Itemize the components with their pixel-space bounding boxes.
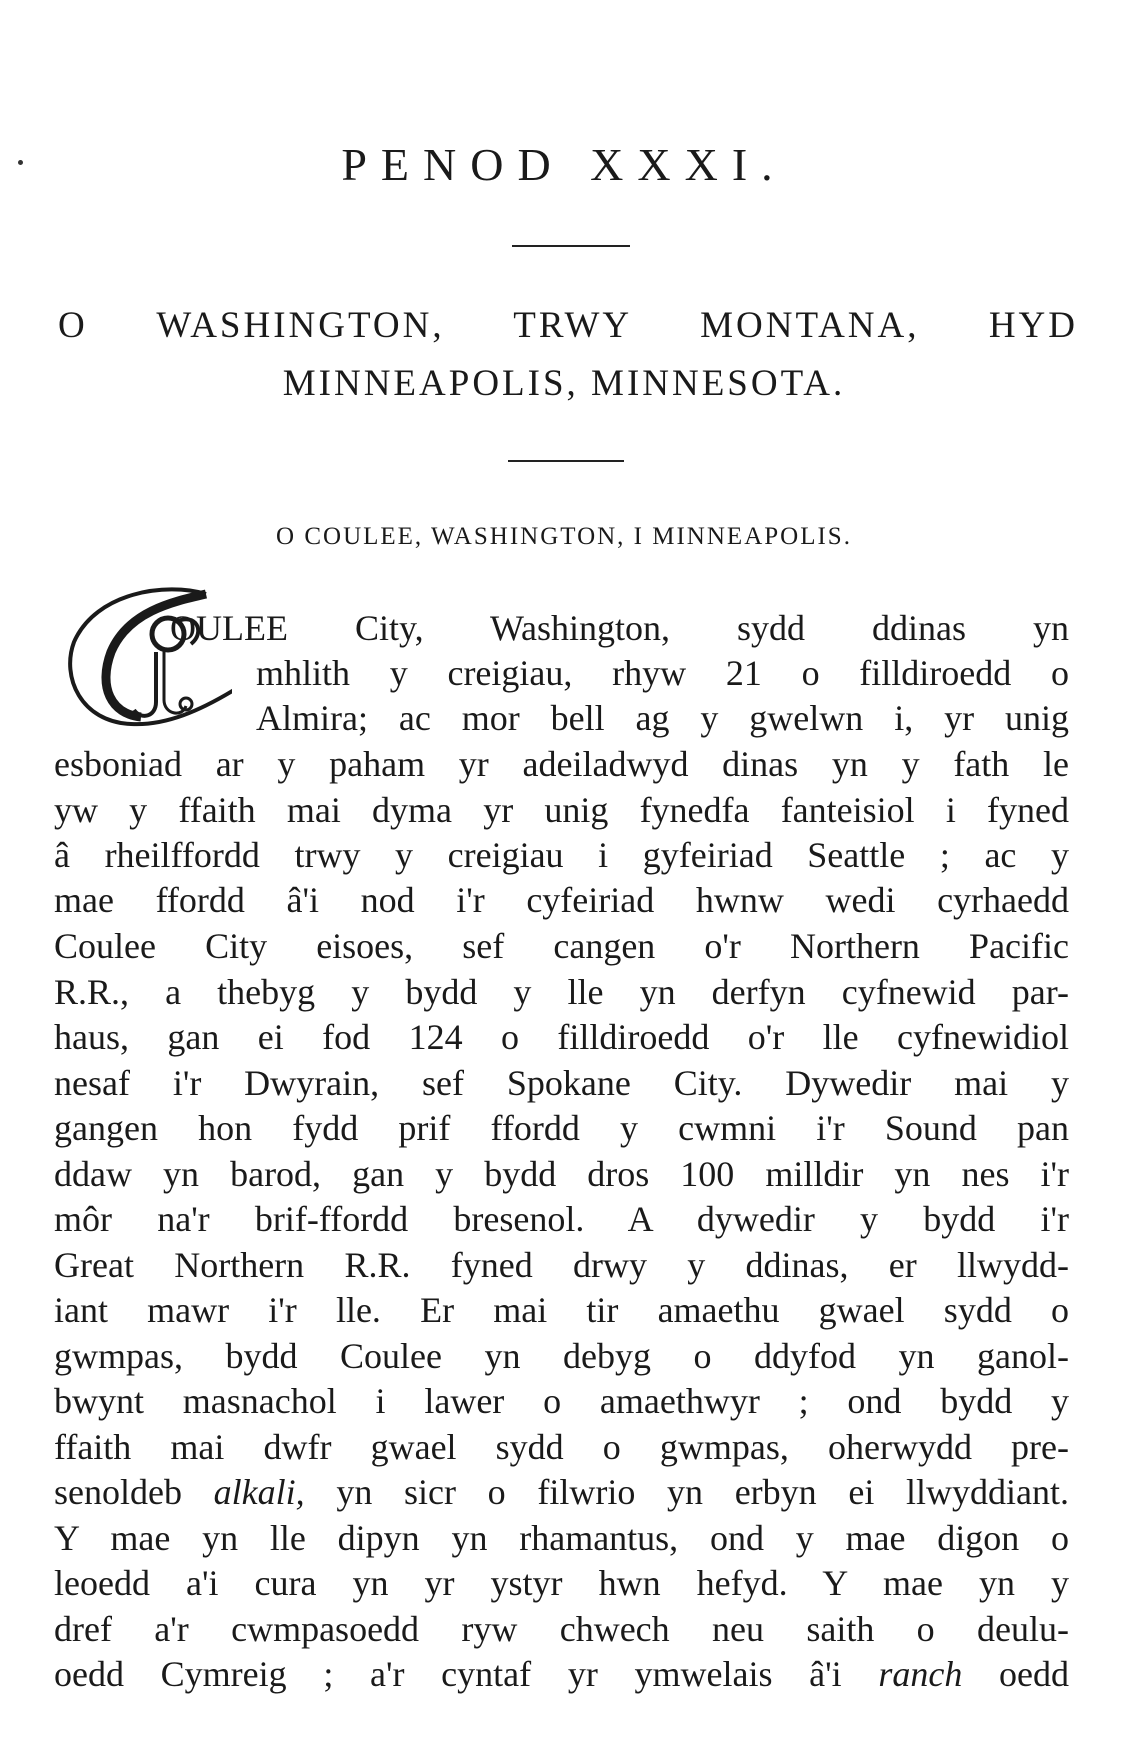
text-line: yw y ffaith mai dyma yr unig fynedfa fanteisiol i fyned: [54, 790, 1069, 830]
text-line: ffaith mai dwfr gwael sydd o gwmpas, oherwydd pre-: [54, 1427, 1069, 1467]
subtitle-line-1: O WASHINGTON, TRWY MONTANA, HYD: [58, 305, 1078, 346]
italic-term: ranch: [878, 1654, 963, 1694]
text-line: â rheilffordd trwy y creigiau i gyfeiriad Seattle ; ac y: [54, 835, 1069, 875]
text-line-with-italic: [54, 1654, 1069, 1694]
text-line: iant mawr i'r lle. Er mai tir amaethu gwael sydd o: [54, 1290, 1069, 1330]
text-span: oedd: [999, 1654, 1070, 1694]
text-line: gangen hon fydd prif ffordd y cwmni i'r Sound pan: [54, 1108, 1069, 1148]
subtitle-line-2: MINNEAPOLIS, MINNESOTA.: [282, 363, 846, 404]
italic-term: alkali,: [213, 1472, 305, 1512]
text-line-with-italic: [54, 1472, 1069, 1512]
text-span: yn sicr o filwrio yn erbyn ei llwyddiant.: [336, 1472, 1070, 1512]
text-span: senoldeb: [54, 1472, 182, 1512]
text-line: leoedd a'i cura yn yr ystyr hwn hefyd. Y mae yn y: [54, 1563, 1069, 1603]
text-line: Coulee City eisoes, sef cangen o'r Northern Pacific: [54, 926, 1069, 966]
title-rule: [512, 245, 630, 247]
text-line: mhlith y creigiau, rhyw 21 o filldiroedd o: [256, 653, 1069, 693]
drop-cap-letter: C: [56, 582, 57, 583]
text-line: nesaf i'r Dwyrain, sef Spokane City. Dywedir mai y: [54, 1063, 1069, 1103]
text-line: Almira; ac mor bell ag y gwelwn i, yr unig: [256, 698, 1069, 738]
text-line: gwmpas, bydd Coulee yn debyg o ddyfod yn ganol-: [54, 1336, 1069, 1376]
text-line: mae ffordd â'i nod i'r cyfeiriad hwnw wedi cyrhaedd: [54, 880, 1069, 920]
text-line: môr na'r brif-ffordd bresenol. A dywedir y bydd i'r: [54, 1199, 1069, 1239]
chapter-title: PENOD XXXI.: [341, 139, 787, 190]
section-heading: O COULEE, WASHINGTON, I MINNEAPOLIS.: [276, 523, 852, 550]
text-line: R.R., a thebyg y bydd y lle yn derfyn cyfnewid par-: [54, 972, 1069, 1012]
text-line: dref a'r cwmpasoedd ryw chwech neu saith o deulu-: [54, 1609, 1069, 1649]
text-span: oedd Cymreig ; a'r cyntaf yr ymwelais â'i: [54, 1654, 842, 1694]
drop-cap-ornament: [56, 582, 232, 732]
text-line: esboniad ar y paham yr adeiladwyd dinas yn y fath le: [54, 744, 1069, 784]
text-line: Y mae yn lle dipyn yn rhamantus, ond y mae digon o: [54, 1518, 1069, 1558]
text-line: bwynt masnachol i lawer o amaethwyr ; ond bydd y: [54, 1381, 1069, 1421]
text-line: OULEE City, Washington, sydd ddinas yn: [170, 608, 1069, 648]
text-line: ddaw yn barod, gan y bydd dros 100 milldir yn nes i'r: [54, 1154, 1069, 1194]
text-line: haus, gan ei fod 124 o filldiroedd o'r lle cyfnewidiol: [54, 1017, 1069, 1057]
subtitle-rule: [508, 460, 624, 462]
text-line: Great Northern R.R. fyned drwy y ddinas, er llwydd-: [54, 1245, 1069, 1285]
